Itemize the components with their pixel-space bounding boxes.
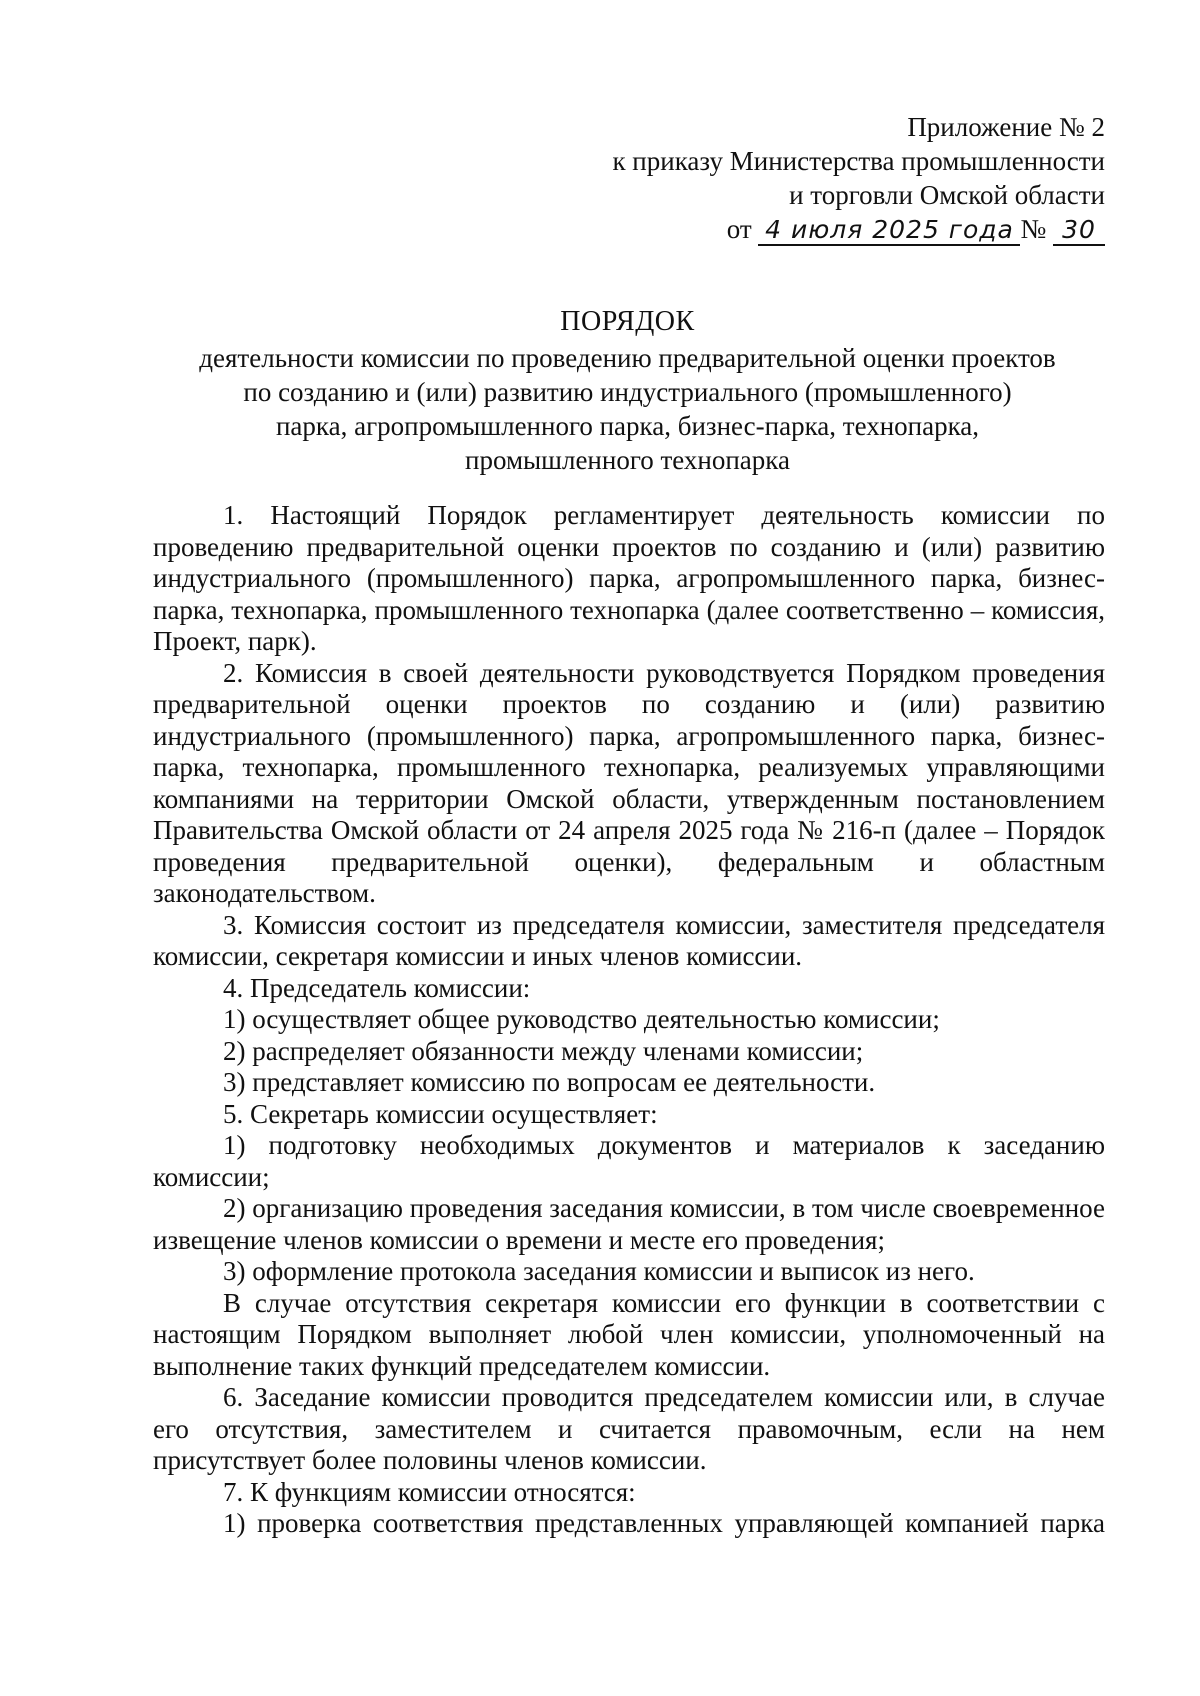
appendix-ministry: и торговли Омской области bbox=[789, 180, 1105, 210]
paragraph: 3. Комиссия состоит из председателя комиссии, заместителя председателя комиссии, секретаря комиссии и иных членов комиссии. bbox=[153, 909, 1105, 971]
handwritten-date: 4 июля 2025 года bbox=[758, 216, 1020, 246]
number-label: № bbox=[1020, 214, 1047, 244]
list-item: 1) проверка соответствия представленных управляющей компанией парка bbox=[223, 1508, 1105, 1538]
paragraph: 4. Председатель комиссии: bbox=[223, 972, 531, 1003]
list-item: 2) распределяет обязанности между членами комиссии; bbox=[223, 1035, 864, 1066]
appendix-date-line bbox=[612, 212, 1105, 246]
title-line: по созданию и (или) развитию индустриального (промышленного) bbox=[243, 377, 1012, 407]
date-prefix: от bbox=[726, 214, 752, 244]
title-line: промышленного технопарка bbox=[465, 445, 790, 475]
appendix-number: Приложение № 2 bbox=[907, 112, 1105, 142]
title-line: деятельности комиссии по проведению предварительной оценки проектов bbox=[199, 343, 1056, 373]
paragraph: 5. Секретарь комиссии осуществляет: bbox=[223, 1098, 658, 1129]
document-body bbox=[153, 500, 1105, 1540]
paragraph: 2. Комиссия в своей деятельности руководствуется Порядком проведения предварительной оценки проектов по созданию и (или) развитию индустриального (промышленного) парка, агропромышленного парка, бизнес-парка, технопарка, промышленного технопарка, реализуемых управляющими компаниями на территории Омской области, утвержденным постановлением Правительства Омской области от 24 апреля 2025 года № 216-п (далее – Порядок проведения предварительной оценки), федеральным и областным законодательством. bbox=[153, 657, 1105, 908]
appendix-header bbox=[612, 110, 1105, 246]
appendix-order-ref: к приказу Министерства промышленности bbox=[612, 146, 1105, 176]
paragraph: 6. Заседание комиссии проводится председателем комиссии или, в случае его отсутствия, заместителем и считается правомочным, если на нем присутствует более половины членов комиссии. bbox=[153, 1382, 1105, 1475]
list-item: 1) подготовку необходимых документов и материалов к заседанию комиссии; bbox=[153, 1130, 1105, 1192]
list-item: 3) оформление протокола заседания комиссии и выписок из него. bbox=[223, 1256, 975, 1286]
paragraph: 7. К функциям комиссии относятся: bbox=[223, 1476, 636, 1507]
list-item: 1) осуществляет общее руководство деятельностью комиссии; bbox=[223, 1004, 940, 1034]
list-item: 2) организацию проведения заседания комиссии, в том числе своевременное извещение членов комиссии о времени и месте его проведения; bbox=[153, 1193, 1105, 1255]
title-line: парка, агропромышленного парка, бизнес-парка, технопарка, bbox=[275, 411, 980, 441]
title-heading: ПОРЯДОК bbox=[560, 306, 695, 337]
document-title bbox=[150, 305, 1105, 477]
paragraph: В случае отсутствия секретаря комиссии его функции в соответствии с настоящим Порядком выполняет любой член комиссии, уполномоченный на выполнение таких функций председателем комиссии. bbox=[153, 1287, 1105, 1381]
list-item: 3) представляет комиссию по вопросам ее деятельности. bbox=[223, 1067, 876, 1097]
paragraph: 1. Настоящий Порядок регламентирует деятельность комиссии по проведению предварительной оценки проектов по созданию и (или) развитию индустриального (промышленного) парка, агропромышленного парка, бизнес-парка, технопарка, промышленного технопарка (далее соответственно – комиссия, Проект, парк). bbox=[153, 500, 1105, 656]
handwritten-number: 30 bbox=[1053, 216, 1105, 246]
